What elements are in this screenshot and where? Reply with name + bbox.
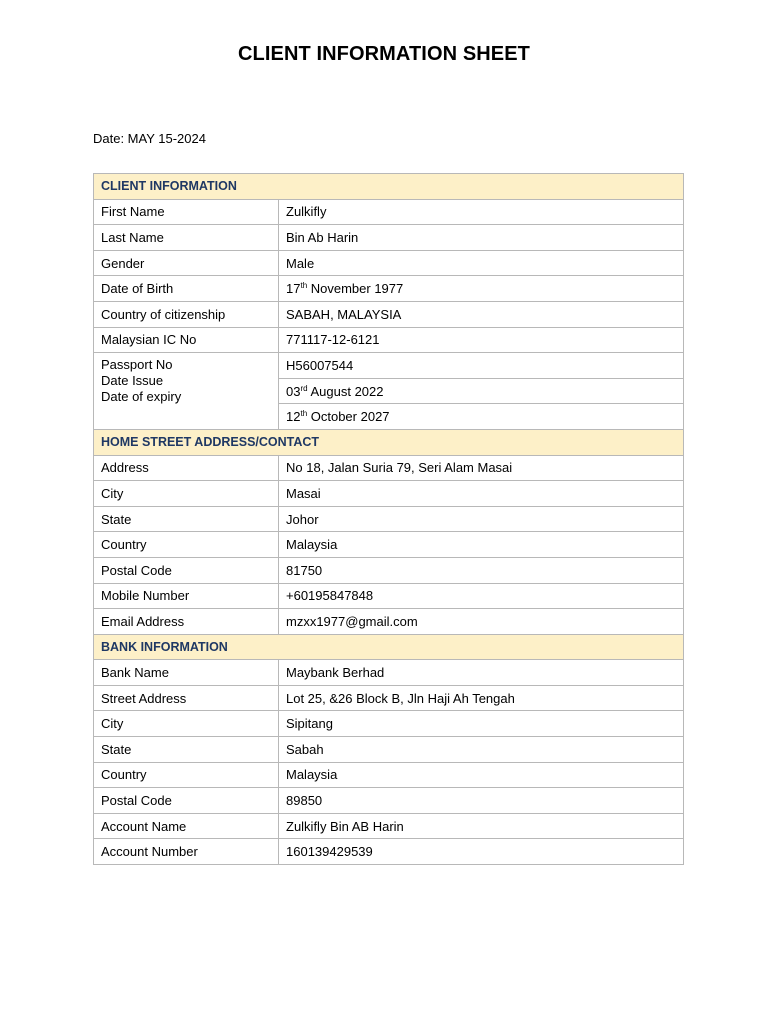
field-label: Date of Birth (94, 276, 279, 302)
section-title-bank: BANK INFORMATION (94, 634, 684, 660)
table-row (94, 506, 684, 532)
field-label: First Name (94, 199, 279, 225)
field-value: Masai (279, 481, 684, 507)
field-label: Postal Code (94, 557, 279, 583)
table-row (94, 685, 684, 711)
document-date: Date: MAY 15-2024 (93, 131, 206, 146)
table-row (94, 455, 684, 481)
dob-month-year: November 1977 (307, 281, 404, 297)
field-value: Malaysia (279, 532, 684, 558)
table-row (94, 557, 684, 583)
field-value (279, 276, 684, 302)
field-value: Sabah (279, 737, 684, 763)
field-value: 81750 (279, 557, 684, 583)
table-row (94, 788, 684, 814)
field-label: Country of citizenship (94, 301, 279, 327)
table-row-passport-no (94, 353, 684, 379)
field-label: Account Number (94, 839, 279, 865)
field-value: Lot 25, &26 Block B, Jln Haji Ah Tengah (279, 685, 684, 711)
field-value-passport-no: H56007544 (279, 353, 684, 379)
field-value: No 18, Jalan Suria 79, Seri Alam Masai (279, 455, 684, 481)
dob-day: 17 (286, 281, 301, 297)
issue-month-year: August 2022 (307, 383, 384, 399)
field-label: Email Address (94, 609, 279, 635)
page-title: CLIENT INFORMATION SHEET (237, 43, 531, 65)
field-label: Malaysian IC No (94, 327, 279, 353)
field-value: Male (279, 250, 684, 276)
field-value: Zulkifly (279, 199, 684, 225)
field-value: 160139429539 (279, 839, 684, 865)
field-label: City (94, 481, 279, 507)
field-value: Maybank Berhad (279, 660, 684, 686)
field-value-date-expiry (279, 404, 684, 430)
dob-ordinal-suffix: th (300, 281, 308, 291)
field-value: Zulkifly Bin AB Harin (279, 813, 684, 839)
table-row (94, 583, 684, 609)
table-row (94, 660, 684, 686)
field-label: Account Name (94, 813, 279, 839)
passport-labels (94, 353, 279, 430)
table-row (94, 532, 684, 558)
field-value: SABAH, MALAYSIA (279, 301, 684, 327)
field-label: Last Name (94, 225, 279, 251)
section-title-client: CLIENT INFORMATION (94, 174, 684, 200)
section-header-bank (94, 634, 684, 660)
field-value: mzxx1977@gmail.com (279, 609, 684, 635)
field-value: +60195847848 (279, 583, 684, 609)
field-label: Street Address (94, 685, 279, 711)
table-row (94, 737, 684, 763)
section-title-home: HOME STREET ADDRESS/CONTACT (94, 429, 684, 455)
table-row (94, 813, 684, 839)
field-value: 771117-12-6121 (279, 327, 684, 353)
field-label: Gender (94, 250, 279, 276)
table-row-date-of-birth (94, 276, 684, 302)
field-label: Country (94, 532, 279, 558)
client-info-table (93, 173, 684, 865)
table-row (94, 839, 684, 865)
issue-day: 03 (286, 383, 301, 399)
expiry-ordinal-suffix: th (300, 409, 308, 419)
section-header-client (94, 174, 684, 200)
table-row-first-name (94, 199, 684, 225)
table-row-ic-no (94, 327, 684, 353)
field-value: Johor (279, 506, 684, 532)
field-value: 89850 (279, 788, 684, 814)
field-label-date-expiry: Date of expiry (101, 389, 182, 405)
field-value: Sipitang (279, 711, 684, 737)
field-label: Bank Name (94, 660, 279, 686)
field-label: State (94, 506, 279, 532)
expiry-month-year: October 2027 (307, 409, 390, 425)
table-row (94, 762, 684, 788)
table-row-gender (94, 250, 684, 276)
table-row-last-name (94, 225, 684, 251)
section-header-home (94, 429, 684, 455)
field-label: State (94, 737, 279, 763)
table-row (94, 711, 684, 737)
table-row-citizenship (94, 301, 684, 327)
expiry-day: 12 (286, 409, 301, 425)
field-label-passport-no: Passport No (101, 357, 173, 373)
field-value: Malaysia (279, 762, 684, 788)
field-label: City (94, 711, 279, 737)
field-label: Address (94, 455, 279, 481)
field-label: Country (94, 762, 279, 788)
issue-ordinal-suffix: rd (300, 383, 308, 393)
field-label: Mobile Number (94, 583, 279, 609)
field-label-date-issue: Date Issue (101, 373, 164, 389)
table-row (94, 481, 684, 507)
field-value-date-issue (279, 378, 684, 404)
field-value: Bin Ab Harin (279, 225, 684, 251)
field-label: Postal Code (94, 788, 279, 814)
table-row (94, 609, 684, 635)
